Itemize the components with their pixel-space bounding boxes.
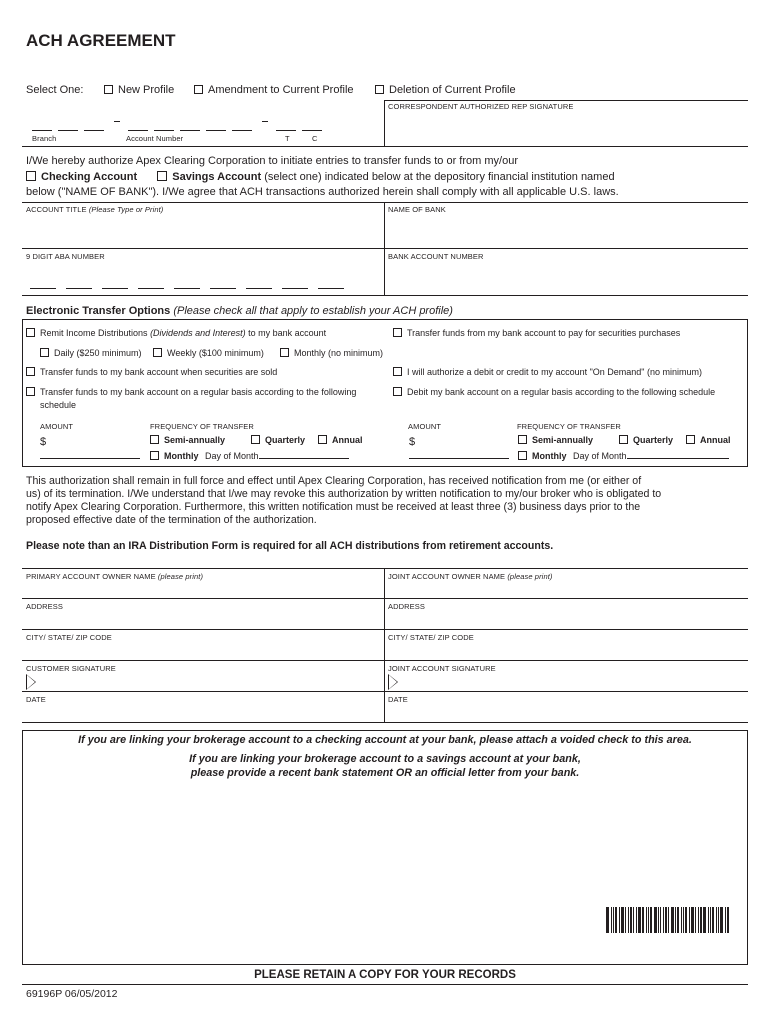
- annual-checkbox-left[interactable]: [318, 435, 327, 444]
- account-number-field[interactable]: [32, 118, 332, 132]
- deletion-checkbox[interactable]: [375, 85, 384, 94]
- customer-signature-field[interactable]: [40, 674, 380, 690]
- barcode-bar: [695, 907, 696, 933]
- joint-owner-name-label: JOINT ACCOUNT OWNER NAME (please print): [388, 572, 553, 581]
- annual-option-right[interactable]: Annual: [686, 435, 731, 445]
- authorization-line-2: Checking Account Savings Account (select one) indicated below at the depository financial institution named: [26, 171, 615, 183]
- barcode-bar: [691, 907, 694, 933]
- amount-field-left[interactable]: [40, 440, 140, 458]
- monthly-nomin-checkbox[interactable]: [280, 348, 289, 357]
- barcode-bar: [710, 907, 711, 933]
- joint-address-field[interactable]: [388, 612, 746, 628]
- day-of-month-field-right[interactable]: [627, 450, 729, 459]
- checking-account-label: Checking Account: [41, 171, 138, 183]
- weekly-option[interactable]: Weekly ($100 minimum): [153, 348, 264, 358]
- barcode-bar: [700, 907, 702, 933]
- rep-signature-label: CORRESPONDENT AUTHORIZED REP SIGNATURE: [388, 102, 574, 111]
- dollar-sign-left: $: [40, 436, 47, 448]
- barcode-bar: [681, 907, 682, 933]
- barcode-bar: [689, 907, 690, 933]
- aba-number-label: 9 DIGIT ABA NUMBER: [26, 252, 105, 261]
- amount-field-right[interactable]: [409, 440, 509, 458]
- branch-label: Branch: [32, 134, 57, 143]
- monthly-checkbox-right[interactable]: [518, 451, 527, 460]
- monthly-option-left[interactable]: Monthly Day of Month: [150, 450, 349, 461]
- barcode-bar: [698, 907, 699, 933]
- bank-account-number-label: BANK ACCOUNT NUMBER: [388, 252, 484, 261]
- pay-securities-checkbox[interactable]: [393, 328, 402, 337]
- barcode-bar: [725, 907, 726, 933]
- authorization-terms: This authorization shall remain in full force and effect until Apex Clearing Corporation, has received notification from me (or either of us) of its termination. I/We understand that I/we may revoke this authorization by written notification to my/our broker who is obligated to notify Apex Clearing Corporation. Furthermore, this written notification must be received at least three (3) business days prior to the proposed effective date of the termination of the authorization.: [26, 475, 662, 526]
- c-label: C: [312, 134, 318, 143]
- rep-signature-field[interactable]: [390, 114, 745, 142]
- attach-instruction-savings-1: If you are linking your brokerage account to a savings account at your bank,: [189, 753, 581, 765]
- primary-city-label: CITY/ STATE/ ZIP CODE: [26, 633, 112, 642]
- primary-owner-name-field[interactable]: [26, 582, 380, 598]
- joint-date-field[interactable]: [388, 705, 746, 721]
- barcode-bar: [677, 907, 679, 933]
- customer-date-field[interactable]: [26, 705, 380, 721]
- semi-annually-option-left[interactable]: Semi-annually: [150, 435, 225, 445]
- name-of-bank-field[interactable]: [388, 216, 746, 246]
- daily-checkbox[interactable]: [40, 348, 49, 357]
- barcode-bar: [663, 907, 664, 933]
- savings-account-checkbox[interactable]: [157, 171, 167, 181]
- monthly-nomin-option[interactable]: Monthly (no minimum): [280, 348, 383, 358]
- authorization-line-1: I/We hereby authorize Apex Clearing Corporation to initiate entries to transfer funds to or from my/our: [26, 155, 518, 167]
- daily-option[interactable]: Daily ($250 minimum): [40, 348, 142, 358]
- primary-city-field[interactable]: [26, 643, 380, 659]
- joint-city-label: CITY/ STATE/ ZIP CODE: [388, 633, 474, 642]
- frequency-label-left: FREQUENCY OF TRANSFER: [150, 422, 254, 431]
- day-of-month-field-left[interactable]: [259, 450, 349, 459]
- remit-income-option[interactable]: Remit Income Distributions (Dividends and Interest) to my bank account: [26, 328, 326, 338]
- bank-account-number-field[interactable]: [388, 262, 746, 292]
- attach-instruction-savings-2: please provide a recent bank statement OR an official letter from your bank.: [190, 767, 580, 779]
- quarterly-checkbox-right[interactable]: [619, 435, 628, 444]
- customer-date-label: DATE: [26, 695, 46, 704]
- checking-account-checkbox[interactable]: [26, 171, 36, 181]
- on-demand-checkbox[interactable]: [393, 367, 402, 376]
- amendment-option[interactable]: Amendment to Current Profile: [194, 84, 354, 96]
- semi-annually-checkbox-right[interactable]: [518, 435, 527, 444]
- new-profile-option[interactable]: New Profile: [104, 84, 174, 96]
- barcode-bar: [658, 907, 659, 933]
- barcode-bar: [703, 907, 706, 933]
- on-demand-option[interactable]: I will authorize a debit or credit to my account "On Demand" (no minimum): [393, 367, 702, 377]
- barcode-bar: [708, 907, 709, 933]
- joint-date-label: DATE: [388, 695, 408, 704]
- barcode-bar: [619, 907, 620, 933]
- name-of-bank-label: NAME OF BANK: [388, 205, 446, 214]
- select-one-label: Select One:: [26, 84, 84, 96]
- savings-account-label: Savings Account: [172, 171, 262, 183]
- barcode-bar: [654, 907, 657, 933]
- deletion-option[interactable]: Deletion of Current Profile: [375, 84, 516, 96]
- attach-instruction-checking: If you are linking your brokerage account to a checking account at your bank, please attach a voided check to this area.: [78, 734, 692, 746]
- ira-note: Please note than an IRA Distribution Form is required for all ACH distributions from retirement accounts.: [26, 540, 554, 552]
- primary-address-field[interactable]: [26, 612, 380, 628]
- new-profile-checkbox[interactable]: [104, 85, 113, 94]
- dollar-sign-right: $: [409, 436, 416, 448]
- weekly-checkbox[interactable]: [153, 348, 162, 357]
- amount-label-right: AMOUNT: [408, 422, 442, 431]
- retain-copy-notice: PLEASE RETAIN A COPY FOR YOUR RECORDS: [254, 969, 516, 981]
- barcode-bar: [683, 907, 684, 933]
- monthly-checkbox-left[interactable]: [150, 451, 159, 460]
- aba-number-field[interactable]: [26, 262, 380, 292]
- barcode-bar: [611, 907, 612, 933]
- frequency-label-right: FREQUENCY OF TRANSFER: [517, 422, 621, 431]
- transfer-regular-checkbox[interactable]: [26, 387, 35, 396]
- barcode-bar: [665, 907, 667, 933]
- amendment-checkbox[interactable]: [194, 85, 203, 94]
- account-title-label: ACCOUNT TITLE (Please Type or Print): [26, 205, 164, 214]
- barcode-bar: [718, 907, 719, 933]
- barcode-bar: [646, 907, 647, 933]
- barcode-bar: [650, 907, 652, 933]
- annual-checkbox-right[interactable]: [686, 435, 695, 444]
- quarterly-option-right[interactable]: Quarterly: [619, 435, 673, 445]
- barcode: [606, 907, 730, 933]
- joint-sign-here-arrow-icon: [388, 674, 398, 690]
- joint-city-field[interactable]: [388, 643, 746, 659]
- transfer-sold-checkbox[interactable]: [26, 367, 35, 376]
- debit-regular-checkbox[interactable]: [393, 387, 402, 396]
- amount-label-left: AMOUNT: [40, 422, 74, 431]
- joint-signature-label: JOINT ACCOUNT SIGNATURE: [388, 664, 496, 673]
- barcode-bar: [660, 907, 661, 933]
- transfer-regular-option[interactable]: Transfer funds to my bank account on a regular basis according to the following: [26, 387, 356, 397]
- account-number-label: Account Number: [126, 134, 184, 143]
- barcode-bar: [625, 907, 626, 933]
- remit-income-checkbox[interactable]: [26, 328, 35, 337]
- barcode-bar: [633, 907, 634, 933]
- debit-regular-option[interactable]: Debit my bank account on a regular basis according to the following schedule: [393, 387, 715, 397]
- t-label: T: [285, 134, 290, 143]
- quarterly-option-left[interactable]: Quarterly: [251, 435, 305, 445]
- barcode-bar: [668, 907, 669, 933]
- barcode-bar: [716, 907, 717, 933]
- barcode-bar: [720, 907, 723, 933]
- barcode-bar: [630, 907, 632, 933]
- annual-option-left[interactable]: Annual: [318, 435, 363, 445]
- account-title-field[interactable]: [26, 216, 380, 246]
- primary-owner-name-label: PRIMARY ACCOUNT OWNER NAME (please print): [26, 572, 204, 581]
- barcode-bar: [615, 907, 617, 933]
- quarterly-checkbox-left[interactable]: [251, 435, 260, 444]
- barcode-bar: [621, 907, 624, 933]
- transfer-options-heading: Electronic Transfer Options (Please check all that apply to establish your ACH profile): [26, 305, 453, 317]
- transfer-sold-option[interactable]: Transfer funds to my bank account when securities are sold: [26, 367, 277, 377]
- barcode-bar: [606, 907, 609, 933]
- barcode-bar: [648, 907, 649, 933]
- barcode-bar: [628, 907, 629, 933]
- sign-here-arrow-icon: [26, 674, 36, 690]
- joint-owner-name-field[interactable]: [388, 582, 746, 598]
- monthly-option-right[interactable]: Monthly Day of Month: [518, 450, 729, 461]
- primary-address-label: ADDRESS: [26, 602, 63, 611]
- barcode-bar: [638, 907, 641, 933]
- authorization-line-3: below ("NAME OF BANK"). I/We agree that ACH transactions authorized herein shall comply with all applicable U.S. laws.: [26, 186, 619, 198]
- barcode-bar: [727, 907, 729, 933]
- form-id: 69196P 06/05/2012: [26, 988, 118, 1000]
- customer-signature-label: CUSTOMER SIGNATURE: [26, 664, 116, 673]
- pay-securities-option[interactable]: Transfer funds from my bank account to pay for securities purchases: [393, 328, 680, 338]
- barcode-bar: [613, 907, 614, 933]
- page-title: ACH AGREEMENT: [26, 31, 176, 50]
- joint-signature-field[interactable]: [402, 674, 746, 690]
- semi-annually-option-right[interactable]: Semi-annually: [518, 435, 593, 445]
- barcode-bar: [642, 907, 644, 933]
- barcode-bar: [712, 907, 714, 933]
- barcode-bar: [671, 907, 674, 933]
- joint-address-label: ADDRESS: [388, 602, 425, 611]
- semi-annually-checkbox-left[interactable]: [150, 435, 159, 444]
- transfer-regular-line-2: schedule: [40, 400, 77, 410]
- barcode-bar: [685, 907, 687, 933]
- barcode-bar: [636, 907, 637, 933]
- barcode-bar: [675, 907, 676, 933]
